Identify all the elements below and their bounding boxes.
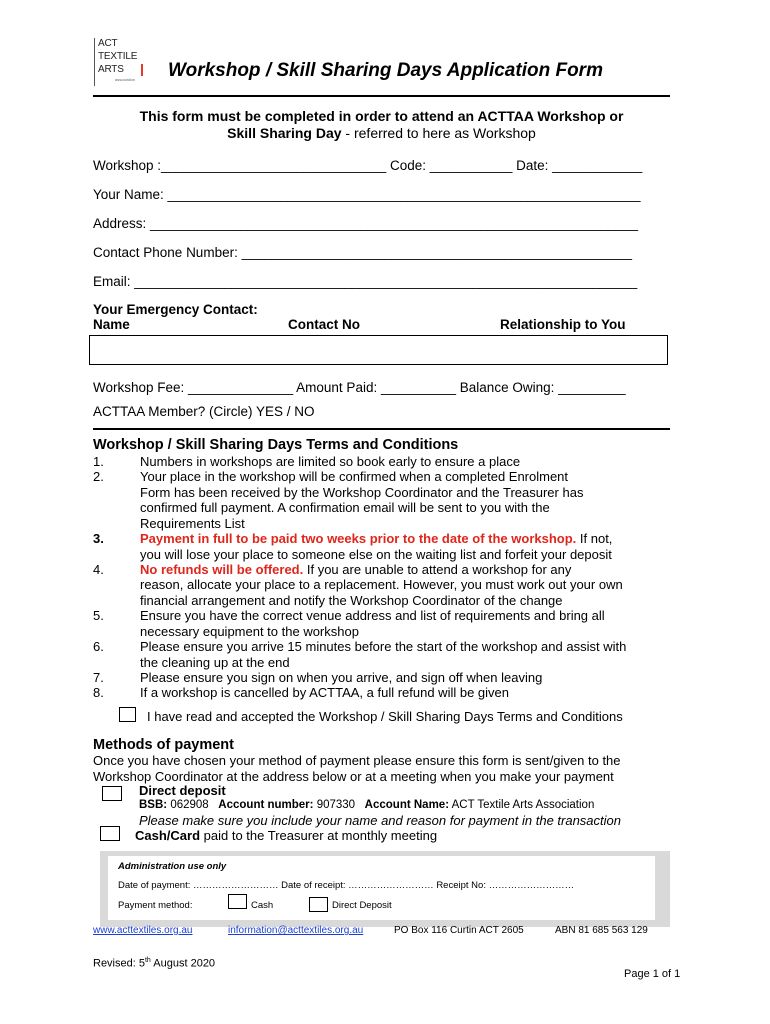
logo-accent bbox=[141, 64, 143, 76]
payment-intro-1: Once you have chosen your method of payment please ensure this form is sent/given to the bbox=[93, 753, 621, 768]
intro-line-2 bbox=[93, 125, 670, 141]
admin-heading: Administration use only bbox=[118, 861, 227, 872]
term-num-2: 2. bbox=[93, 469, 104, 484]
terms-divider bbox=[93, 428, 670, 430]
emergency-contact-input[interactable] bbox=[89, 335, 668, 365]
term-3-rest: If not, bbox=[576, 531, 613, 546]
admin-direct-label: Direct Deposit bbox=[332, 900, 392, 911]
intro-skill-sharing: Skill Sharing Day bbox=[227, 125, 342, 141]
accept-terms-checkbox[interactable] bbox=[119, 707, 136, 722]
term-2-line-2: Form has been received by the Workshop Coordinator and the Treasurer has bbox=[140, 485, 584, 500]
cash-card-checkbox[interactable] bbox=[100, 826, 120, 841]
term-num-4: 4. bbox=[93, 562, 104, 577]
admin-method-label: Payment method: bbox=[118, 900, 193, 911]
fee-line[interactable]: Workshop Fee: ______________ Amount Paid: __________ Balance Owing: _________ bbox=[93, 380, 626, 395]
term-6-line-2: the cleaning up at the end bbox=[140, 655, 290, 670]
admin-dates: Date of payment: ……………………… Date of receipt: ……………………… Receipt No: ……………………… bbox=[118, 880, 575, 891]
term-4-rest: If you are unable to attend a workshop for any bbox=[303, 562, 572, 577]
page-number: Page 1 of 1 bbox=[624, 968, 681, 980]
account-name-label: Account Name: bbox=[364, 799, 450, 811]
admin-cash-label: Cash bbox=[251, 900, 274, 911]
term-3-line-1 bbox=[140, 531, 612, 546]
address-field[interactable]: Address: _________________________________________________________________ bbox=[93, 216, 639, 231]
name-field[interactable]: Your Name: _______________________________________________________________ bbox=[93, 187, 641, 202]
term-7: Please ensure you sign on when you arrive, and sign off when leaving bbox=[140, 670, 543, 685]
terms-heading: Workshop / Skill Sharing Days Terms and Conditions bbox=[93, 437, 459, 453]
account-name-value: ACT Textile Arts Association bbox=[449, 799, 595, 811]
member-line[interactable]: ACTTAA Member? (Circle) YES / NO bbox=[93, 404, 315, 419]
term-4-red: No refunds will be offered. bbox=[140, 562, 304, 577]
revised-suffix: August 2020 bbox=[150, 957, 216, 970]
term-3-line-2: you will lose your place to someone else on the waiting list and forfeit your deposit bbox=[140, 547, 612, 562]
direct-deposit-label: Direct deposit bbox=[139, 783, 226, 798]
term-num-3: 3. bbox=[93, 531, 104, 546]
email-field[interactable]: Email: ___________________________________________________________________ bbox=[93, 274, 638, 289]
term-4-line-3: financial arrangement and notify the Workshop Coordinator of the change bbox=[140, 593, 563, 608]
term-2-line-3: confirmed full payment. A confirmation email will be sent to you with the bbox=[140, 500, 550, 515]
bsb-label: BSB: bbox=[139, 799, 168, 811]
term-num-1: 1. bbox=[93, 454, 104, 469]
email-link[interactable]: information@acttextiles.org.au bbox=[228, 925, 364, 936]
logo bbox=[94, 38, 147, 86]
admin-box bbox=[100, 851, 670, 927]
bank-details bbox=[139, 799, 594, 811]
po-box: PO Box 116 Curtin ACT 2605 bbox=[394, 925, 524, 936]
abn: ABN 81 685 563 129 bbox=[555, 925, 648, 936]
term-2-line-4: Requirements List bbox=[140, 516, 245, 531]
intro-line-1: This form must be completed in order to attend an ACTTAA Workshop or bbox=[139, 108, 624, 124]
logo-line-1: ACT bbox=[98, 38, 118, 49]
term-num-8: 8. bbox=[93, 685, 104, 700]
payment-intro-2: Workshop Coordinator at the address below or at a meeting when you make your payment bbox=[93, 769, 614, 784]
logo-line-2: TEXTILE bbox=[98, 51, 138, 62]
revised-date bbox=[93, 957, 215, 970]
admin-direct-checkbox[interactable] bbox=[309, 897, 328, 912]
revised-prefix: Revised: 5 bbox=[93, 957, 145, 970]
bsb-value: 062908 bbox=[167, 799, 209, 811]
account-number-value: 907330 bbox=[313, 799, 356, 811]
phone-field[interactable]: Contact Phone Number: ____________________________________________________ bbox=[93, 245, 632, 260]
title-divider bbox=[93, 95, 670, 97]
term-1: Numbers in workshops are limited so book early to ensure a place bbox=[140, 454, 521, 469]
logo-tagline: association bbox=[115, 77, 136, 82]
term-5-line-2: necessary equipment to the workshop bbox=[140, 624, 359, 639]
term-3-red: Payment in full to be paid two weeks prior to the date of the workshop. bbox=[140, 531, 577, 546]
revised-sup: th bbox=[144, 957, 151, 964]
page-title: Workshop / Skill Sharing Days Application Form bbox=[168, 60, 603, 81]
payment-note: Please make sure you include your name and reason for payment in the transaction bbox=[139, 813, 621, 828]
direct-deposit-checkbox[interactable] bbox=[102, 786, 122, 801]
cash-card-rest: paid to the Treasurer at monthly meeting bbox=[200, 828, 438, 843]
accept-terms-label: I have read and accepted the Workshop / Skill Sharing Days Terms and Conditions bbox=[147, 709, 623, 724]
admin-inner bbox=[108, 856, 655, 920]
website-link[interactable]: www.acttextiles.org.au bbox=[93, 925, 193, 936]
term-num-5: 5. bbox=[93, 608, 104, 623]
account-number-label: Account number: bbox=[218, 799, 314, 811]
logo-line-3: ARTS bbox=[98, 64, 124, 75]
emergency-heading: Your Emergency Contact: bbox=[93, 302, 258, 317]
workshop-field[interactable]: Workshop :______________________________ Code: ___________ Date: ____________ bbox=[93, 158, 643, 173]
cash-card-bold: Cash/Card bbox=[135, 828, 201, 843]
intro-referred: - referred to here as Workshop bbox=[341, 125, 536, 141]
term-4-line-2: reason, allocate your place to a replacement. However, you must work out your own bbox=[140, 577, 623, 592]
term-num-6: 6. bbox=[93, 639, 104, 654]
emergency-col-relationship: Relationship to You bbox=[500, 317, 626, 332]
term-8: If a workshop is cancelled by ACTTAA, a full refund will be given bbox=[140, 685, 509, 700]
term-6-line-1: Please ensure you arrive 15 minutes before the start of the workshop and assist with bbox=[140, 639, 627, 654]
term-2-line-1: Your place in the workshop will be confirmed when a completed Enrolment bbox=[140, 469, 569, 484]
admin-cash-checkbox[interactable] bbox=[228, 894, 247, 909]
term-num-7: 7. bbox=[93, 670, 104, 685]
emergency-col-contact: Contact No bbox=[288, 317, 360, 332]
term-4-line-1 bbox=[140, 562, 571, 577]
emergency-col-name: Name bbox=[93, 317, 130, 332]
term-5-line-1: Ensure you have the correct venue address and list of requirements and bring all bbox=[140, 608, 605, 623]
payment-heading: Methods of payment bbox=[93, 737, 234, 753]
cash-card-label bbox=[135, 828, 437, 843]
